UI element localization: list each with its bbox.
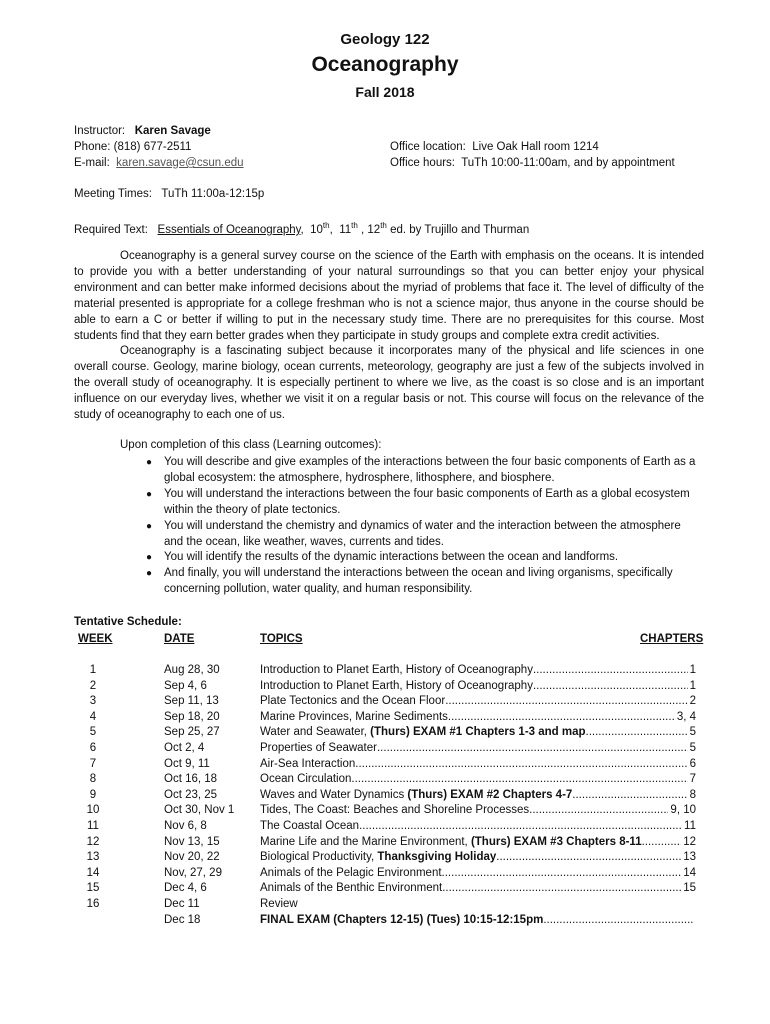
- date-cell: Nov, 27, 29: [164, 866, 222, 879]
- topic-plain: Tides, The Coast: Beaches and Shoreline Processes: [260, 804, 530, 817]
- bullet-icon: ●: [146, 568, 153, 580]
- topic-cell: [260, 835, 696, 851]
- schedule-row: [74, 819, 704, 835]
- schedule-row: [74, 850, 704, 866]
- schedule-row: [74, 803, 704, 819]
- date-cell: Oct 9, 11: [164, 757, 210, 770]
- week-cell: 16: [86, 898, 100, 910]
- date-cell: Nov 13, 15: [164, 835, 220, 848]
- office-hours-line: [390, 156, 675, 171]
- chapter-cell: 14: [683, 866, 696, 879]
- chapter-cell: 15: [683, 882, 696, 895]
- chapter-cell: 3, 4: [676, 710, 696, 723]
- dot-leader: [445, 694, 687, 710]
- outcome-text: You will understand the interactions between the four basic components of Earth as a global ecosystem within the theory of plate tectonics.: [164, 487, 690, 516]
- topic-text: [260, 850, 496, 866]
- topic-cell: [260, 850, 696, 866]
- chapter-cell: 13: [683, 851, 696, 864]
- week-cell: 7: [89, 757, 97, 770]
- topic-emphasis: Thanksgiving Holiday: [377, 851, 497, 864]
- topic-cell: [260, 881, 696, 897]
- office-hours-value: TuTh 10:00-11:00am, and by appointment: [461, 157, 675, 169]
- schedule-row: [74, 772, 704, 788]
- dot-leader: [355, 757, 687, 773]
- date-cell: Nov 6, 8: [164, 820, 207, 832]
- chapter-cell: 5: [689, 726, 696, 739]
- topic-cell: [260, 694, 696, 710]
- date-cell: Oct 23, 25: [164, 788, 218, 801]
- topic-cell: [260, 757, 696, 773]
- topic-text: [260, 741, 377, 757]
- dot-leader: [642, 835, 682, 851]
- edition-1: 10: [310, 223, 323, 236]
- week-cell: 10: [86, 804, 100, 817]
- chapter-cell: 12: [683, 835, 696, 848]
- required-text-label: Required Text:: [74, 223, 148, 236]
- email-label: E-mail:: [74, 157, 110, 169]
- column-week: WEEK: [78, 633, 113, 645]
- dot-leader: [351, 772, 687, 788]
- topic-text: [260, 913, 543, 929]
- outcome-item: [146, 487, 702, 519]
- course-number: Geology 122: [340, 31, 430, 48]
- week-cell: 2: [89, 679, 97, 692]
- topic-cell: [260, 819, 696, 835]
- chapter-cell: 8: [689, 788, 696, 801]
- topic-text: [260, 757, 355, 773]
- topic-cell: [260, 913, 696, 929]
- dot-leader: [543, 913, 694, 929]
- topic-cell: [260, 788, 696, 804]
- topic-emphasis: FINAL EXAM (Chapters 12-15) (Tues) 10:15-12:15pm: [260, 913, 544, 926]
- week-cell: 15: [86, 882, 100, 895]
- week-cell: 6: [89, 742, 97, 754]
- bullet-icon: ●: [146, 520, 153, 532]
- chapter-cell: 2: [689, 695, 696, 708]
- meeting-label: Meeting Times:: [74, 188, 152, 200]
- schedule-row: [74, 725, 704, 741]
- topic-text: [260, 803, 529, 819]
- date-cell: Dec 18: [164, 913, 201, 926]
- outcome-item: [146, 566, 702, 598]
- week-cell: 4: [89, 710, 97, 723]
- topic-emphasis: (Thurs) EXAM #3 Chapters 8-11: [470, 835, 642, 848]
- date-cell: Sep 4, 6: [164, 679, 207, 692]
- topic-plain: Properties of Seawater: [260, 742, 377, 754]
- course-term: Fall 2018: [355, 84, 415, 100]
- schedule-title: Tentative Schedule:: [74, 616, 182, 628]
- course-title: Oceanography: [311, 53, 459, 76]
- required-text-line: Required Text: Essentials of Oceanography, 10th, 11th , 12th ed. by Trujillo and Thurman: [74, 221, 530, 236]
- topic-plain: Marine Life and the Marine Environment,: [260, 835, 471, 848]
- date-cell: Sep 18, 20: [164, 710, 220, 723]
- schedule-row: [74, 663, 704, 679]
- schedule-row: [74, 679, 704, 695]
- topic-plain: The Coastal Ocean: [260, 820, 360, 832]
- topic-text: [260, 835, 642, 851]
- topic-text: [260, 772, 351, 788]
- bullet-icon: ●: [146, 552, 153, 564]
- edition-3-suffix: th: [380, 221, 387, 230]
- outcome-text: You will understand the chemistry and dynamics of water and the interaction between the atmosphere and the ocean, like weather, waves, currents and tides.: [164, 519, 681, 548]
- dot-leader: [496, 850, 681, 866]
- description-paragraph-1: Oceanography is a general survey course on the science of the Earth with emphasis on the oceans. It is intended to provide you with a better understanding of your natural surroundings so that you can better enjoy your physical environment and can better make informed decisions about the myriad of problems that face it. The level of difficulty of the material presented is appropriate for a college freshman who is not a science major, thus anyone in the course should be able to earn a C or better if willing to put in the necessary study time. There are no prerequisites for this course. Most students find that they earn better grades when they participate in study groups and complete extra credit activities.: [74, 250, 704, 342]
- office-location-line: [390, 140, 599, 155]
- phone-line: [74, 140, 191, 155]
- meeting-times-line: [74, 187, 264, 202]
- topic-plain: Waves and Water Dynamics: [260, 788, 408, 801]
- week-cell: 3: [89, 695, 97, 708]
- date-cell: Sep 11, 13: [164, 695, 219, 708]
- dot-leader: [442, 866, 682, 882]
- topic-text: [260, 881, 442, 897]
- separator: ,: [300, 223, 304, 236]
- topic-plain: Water and Seawater,: [260, 726, 371, 739]
- dot-leader: [529, 803, 668, 819]
- topic-text: [260, 679, 533, 695]
- topic-emphasis: (Thurs) EXAM #1 Chapters 1-3 and map: [370, 726, 586, 739]
- chapter-cell: 6: [689, 757, 696, 770]
- outcome-text: You will identify the results of the dynamic interactions between the ocean and landforms.: [164, 551, 619, 564]
- schedule-row: [74, 694, 704, 710]
- topic-plain: Biological Productivity,: [260, 851, 378, 864]
- topic-cell: [260, 710, 696, 726]
- topic-cell: [260, 741, 696, 757]
- office-hours-label: Office hours:: [390, 157, 455, 169]
- date-cell: Oct 2, 4: [164, 742, 205, 754]
- chapter-cell: 9, 10: [670, 804, 696, 817]
- topic-cell: [260, 679, 696, 695]
- week-cell: 5: [89, 726, 97, 739]
- topic-cell: [260, 897, 696, 913]
- topic-text: [260, 866, 442, 882]
- edition-3: 12: [367, 223, 381, 236]
- phone-value: (818) 677-2511: [113, 141, 192, 153]
- dot-leader: [377, 741, 688, 757]
- bullet-icon: ●: [146, 488, 153, 500]
- topic-plain: Marine Provinces, Marine Sediments: [260, 710, 448, 723]
- topic-plain: Review: [260, 898, 298, 910]
- date-cell: Oct 16, 18: [164, 773, 218, 786]
- schedule-row: [74, 897, 704, 913]
- week-cell: 11: [87, 820, 99, 832]
- chapter-cell: 1: [689, 664, 696, 676]
- schedule-row: [74, 757, 704, 773]
- date-cell: Nov 20, 22: [164, 851, 220, 864]
- outcome-item: [146, 550, 702, 566]
- schedule-row: [74, 710, 704, 726]
- outcome-text: You will describe and give examples of the interactions between the four basic components of Earth as a global ecosystem: the atmosphere, hydrosphere, lithosphere, and biosphere.: [164, 456, 696, 484]
- office-location-label: Office location:: [390, 141, 466, 153]
- phone-label: Phone:: [74, 141, 111, 153]
- date-cell: Sep 25, 27: [164, 726, 220, 739]
- week-cell: 13: [86, 851, 100, 864]
- topic-plain: Introduction to Planet Earth, History of Oceanography: [260, 664, 533, 676]
- schedule-row: [74, 866, 704, 882]
- meeting-value: TuTh 11:00a-12:15p: [161, 188, 265, 200]
- topic-cell: [260, 663, 696, 679]
- dot-leader: [359, 819, 682, 835]
- chapter-cell: 1: [689, 679, 696, 692]
- schedule-row: [74, 741, 704, 757]
- dot-leader: [572, 788, 687, 804]
- chapter-cell: [694, 913, 696, 929]
- column-chapters: CHAPTERS: [640, 633, 704, 645]
- week-cell: 14: [86, 866, 100, 879]
- topic-cell: [260, 772, 696, 788]
- schedule-row: [74, 913, 704, 929]
- topic-plain: Ocean Circulation: [260, 773, 352, 786]
- schedule-row: [74, 788, 704, 804]
- week-cell: 9: [89, 788, 97, 801]
- topic-plain: Animals of the Pelagic Environment: [260, 866, 442, 879]
- dot-leader: [533, 679, 688, 695]
- schedule-row: [74, 835, 704, 851]
- topic-text: [260, 725, 586, 741]
- topic-cell: [260, 725, 696, 741]
- topic-text: [260, 694, 445, 710]
- topic-plain: Plate Tectonics and the Ocean Floor: [260, 695, 446, 708]
- learning-outcomes-list: [146, 455, 702, 598]
- textbook-title: Essentials of Oceanography: [157, 223, 301, 236]
- edition-2-suffix: th: [351, 221, 358, 230]
- email-line: [74, 156, 244, 171]
- chapter-cell: 7: [689, 773, 696, 786]
- topic-text: [260, 819, 359, 835]
- date-cell: Dec 4, 6: [164, 882, 207, 895]
- date-cell: Dec 11: [164, 898, 200, 910]
- topic-plain: Animals of the Benthic Environment: [260, 882, 443, 895]
- instructor-label: Instructor:: [74, 125, 126, 137]
- topic-text: [260, 663, 533, 679]
- date-cell: Oct 30, Nov 1: [164, 804, 235, 817]
- dot-leader: [586, 725, 688, 741]
- instructor-name: Karen Savage: [134, 125, 211, 137]
- topic-plain: Introduction to Planet Earth, History of Oceanography: [260, 679, 533, 692]
- week-cell: 1: [89, 664, 97, 676]
- topic-cell: [260, 803, 696, 819]
- topic-cell: [260, 866, 696, 882]
- topic-plain: Air-Sea Interaction: [260, 757, 356, 770]
- week-cell: 12: [86, 835, 100, 848]
- outcome-item: [146, 519, 702, 551]
- dot-leader: [533, 663, 688, 679]
- column-date: DATE: [164, 633, 195, 645]
- outcome-text: And finally, you will understand the interactions between the ocean and living organisms, specifically concerning pollution, water quality, and human responsibility.: [164, 567, 673, 596]
- outcomes-intro: Upon completion of this class (Learning outcomes):: [120, 439, 382, 451]
- dot-leader: [448, 710, 675, 726]
- edition-rest: ed. by Trujillo and Thurman: [390, 223, 530, 236]
- edition-2: 11: [339, 223, 352, 236]
- date-cell: Aug 28, 30: [164, 664, 220, 676]
- outcome-item: [146, 455, 702, 487]
- office-location-value: Live Oak Hall room 1214: [472, 141, 599, 153]
- week-cell: 8: [89, 773, 97, 786]
- instructor-line: [74, 124, 211, 139]
- dot-leader: [442, 881, 681, 897]
- chapter-cell: 5: [689, 742, 696, 754]
- email-link[interactable]: karen.savage@csun.edu: [116, 157, 244, 169]
- topic-text: [260, 788, 572, 804]
- topic-text: [260, 897, 298, 913]
- schedule-row: [74, 881, 704, 897]
- course-description: [74, 249, 704, 424]
- description-paragraph-2: Oceanography is a fascinating subject because it incorporates many of the physical and life sciences in one overall course. Geology, marine biology, ocean currents, meteorology, geography are just a few of the subjects involved in the overall study of oceanography. It is especially pertinent to where we live, as the coast is so close and is an important influence on our everyday lives, whether we visit it on a regular basis or not. This course will focus on the relevance of the study of oceanography to each one of us.: [74, 345, 704, 422]
- column-topics: TOPICS: [260, 633, 303, 645]
- topic-emphasis: (Thurs) EXAM #2 Chapters 4-7: [407, 788, 573, 801]
- topic-text: [260, 710, 448, 726]
- edition-1-suffix: th: [322, 221, 330, 230]
- bullet-icon: ●: [146, 457, 153, 468]
- chapter-cell: 11: [684, 820, 696, 832]
